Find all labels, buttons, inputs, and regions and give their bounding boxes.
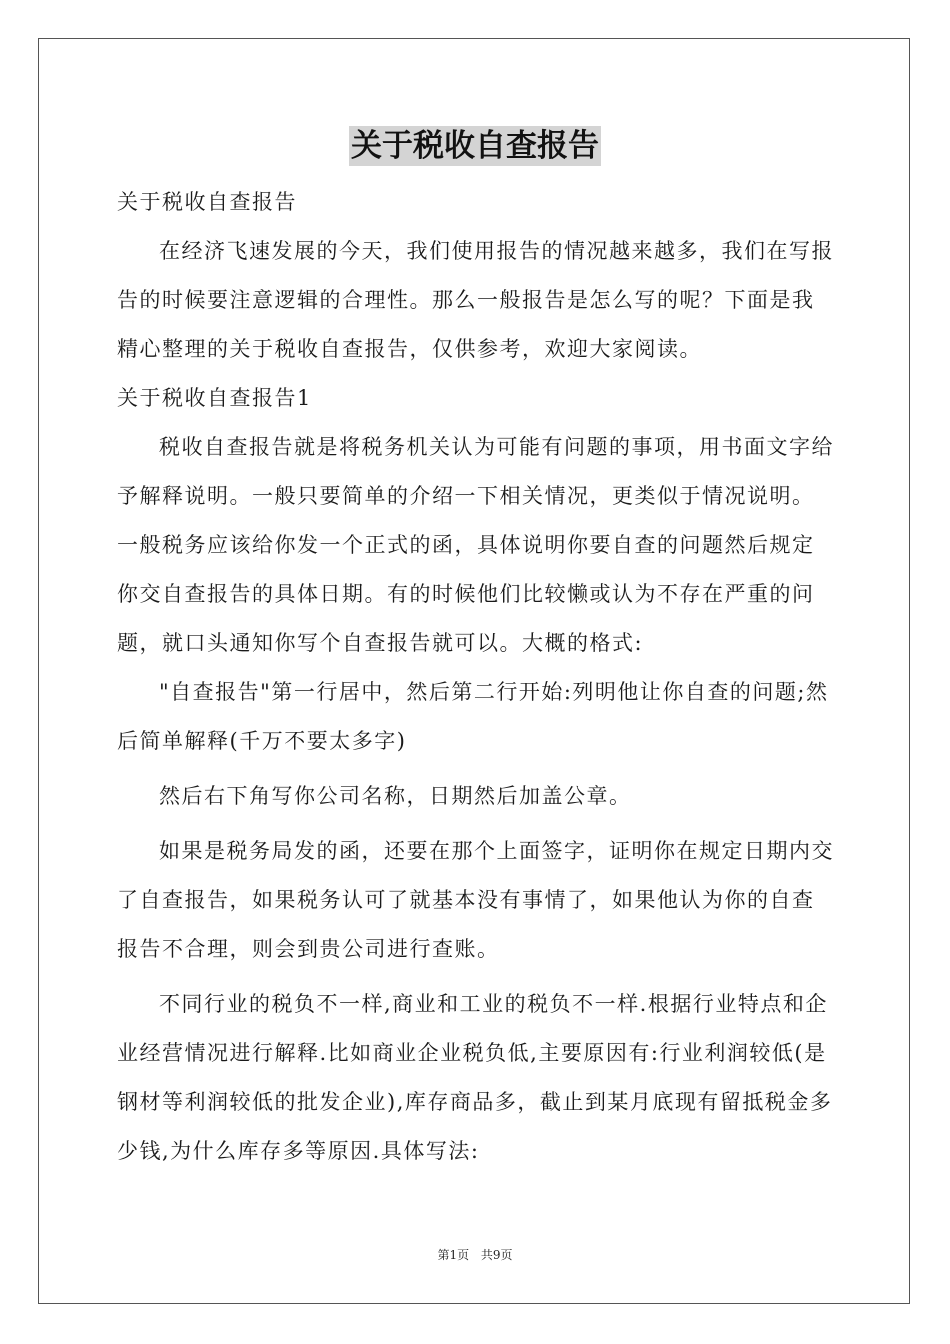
intro-paragraph: 在经济飞速发展的今天，我们使用报告的情况越来越多，我们在写报告的时候要注意逻辑的合理性。那么一般报告是怎么写的呢？下面是我精心整理的关于税收自查报告，仅供参考，欢迎大家阅读。 (117, 239, 834, 361)
page-total: 共9页 (480, 1248, 513, 1262)
section-heading: 关于税收自查报告1 (117, 386, 312, 410)
document-title: 关于税收自查报告 (351, 128, 599, 164)
document-body (117, 178, 835, 1176)
body-paragraph-1: 税收自查报告就是将税务机关认为可能有问题的事项，用书面文字给予解释说明。一般只要简单的介绍一下相关情况，更类似于情况说明。一般税务应该给你发一个正式的函，具体说明你要自查的问题然后规定你交自查报告的具体日期。有的时候他们比较懒或认为不存在严重的问题，就口头通知你写个自查报告就可以。大概的格式: (117, 435, 834, 655)
title-wrap (0, 126, 950, 166)
page-number: 第1页 (437, 1248, 470, 1262)
body-paragraph-3: 然后右下角写你公司名称，日期然后加盖公章。 (159, 784, 632, 808)
subtitle: 关于税收自查报告 (117, 190, 297, 214)
page-footer (0, 1246, 950, 1263)
body-paragraph-4: 如果是税务局发的函，还要在那个上面签字，证明你在规定日期内交了自查报告，如果税务认可了就基本没有事情了，如果他认为你的自查报告不合理，则会到贵公司进行查账。 (117, 839, 834, 961)
body-paragraph-5: 不同行业的税负不一样,商业和工业的税负不一样.根据行业特点和企业经营情况进行解释.比如商业企业税负低,主要原因有:行业利润较低(是钢材等利润较低的批发企业),库存商品多，截止到某月底现有留抵税金多少钱,为什么库存多等原因.具体写法: (117, 992, 833, 1163)
body-paragraph-2: "自查报告"第一行居中，然后第二行开始:列明他让你自查的问题;然后简单解释(千万不要太多字) (117, 680, 829, 753)
